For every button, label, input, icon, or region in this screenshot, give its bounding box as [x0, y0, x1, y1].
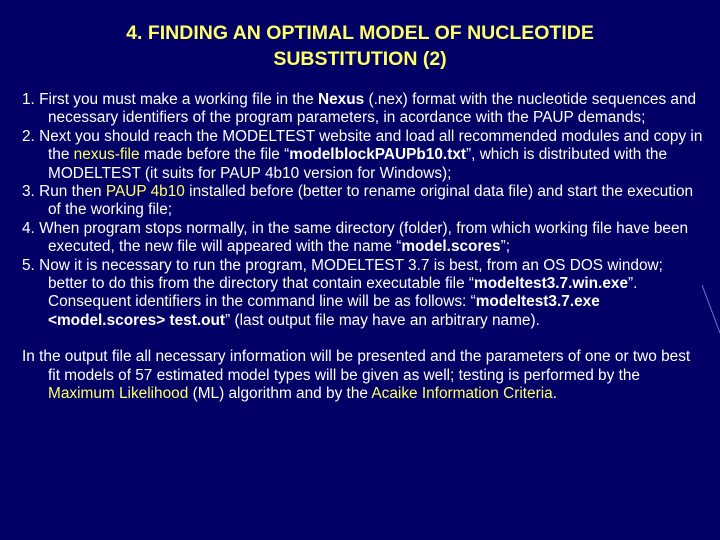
step-2: [22, 128, 706, 183]
output-paragraph: [22, 348, 706, 403]
paup-term: PAUP 4b10: [105, 183, 185, 201]
decorative-line-icon: [702, 285, 720, 335]
step-2-text-c: made before the file “: [139, 146, 290, 164]
modelblock-file-term: modelblockPAUPb10.txt: [289, 146, 467, 164]
step-4-text-a: 4. When program stops normally, in the same directory (folder), from which working file have been executed, the new file will appeared with the name “: [22, 219, 689, 256]
step-3-text-c: installed before (better to rename original data file) and start the execution of the working file;: [48, 183, 694, 219]
slide-title-line-1: 4. FINDING AN OPTIMAL MODEL OF NUCLEOTIDE: [126, 22, 594, 44]
step-5-text-a: 5. Now it is necessary to run the program, MODELTEST 3.7 is best, from an OS DOS window; better to do this from the directory that contain executable file “: [22, 256, 663, 293]
step-1: [22, 91, 706, 128]
modeltest-exe-term: modeltest3.7.win.exe: [474, 275, 628, 293]
step-4: [22, 220, 706, 257]
step-3: [22, 183, 706, 220]
output-text-a: In the output file all necessary information will be presented and the parameters of one or two best fit models of 57 estimated model types will be given as well; testing is performed by the: [22, 348, 691, 384]
step-3-text-a: 3. Run then: [22, 183, 106, 201]
step-5-text-c: ”. Consequent identifiers in the command line will be as follows: “: [48, 275, 638, 311]
acaike-criteria-term: Acaike Information Criteria: [371, 385, 553, 403]
maximum-likelihood-term: Maximum Likelihood: [48, 385, 189, 403]
step-5-text-e: ” (last output file may have an arbitrary name).: [225, 311, 540, 329]
slide-body: [22, 91, 706, 404]
slide-title: [40, 20, 680, 72]
step-5: [22, 257, 706, 331]
step-1-text-a: 1. First you must make a working file in the: [22, 91, 318, 108]
nexus-file-term: nexus-file: [73, 146, 140, 164]
output-text-c: (ML) algorithm and by the: [188, 385, 372, 403]
command-line-term: modeltest3.7.exe <model.scores> test.out: [48, 293, 600, 329]
slide-title-line-2: SUBSTITUTION (2): [273, 48, 447, 70]
step-4-text-c: ”;: [500, 238, 510, 256]
output-text-e: .: [552, 385, 557, 403]
paragraph-gap: [22, 330, 706, 348]
nexus-format-term: Nexus: [317, 91, 365, 108]
step-2-text-a: 2. Next you should reach the MODELTEST website and load all recommended modules and copy in the: [22, 127, 703, 164]
model-scores-term: model.scores: [401, 238, 501, 256]
step-1-text-c: (.nex) format with the nucleotide sequences and necessary identifiers of the program parameters, in acordance with the PAUP demands;: [48, 91, 697, 127]
step-2-text-e: ”, which is distributed with the MODELTEST (it suits for PAUP 4b10 version for Windows);: [48, 146, 668, 182]
